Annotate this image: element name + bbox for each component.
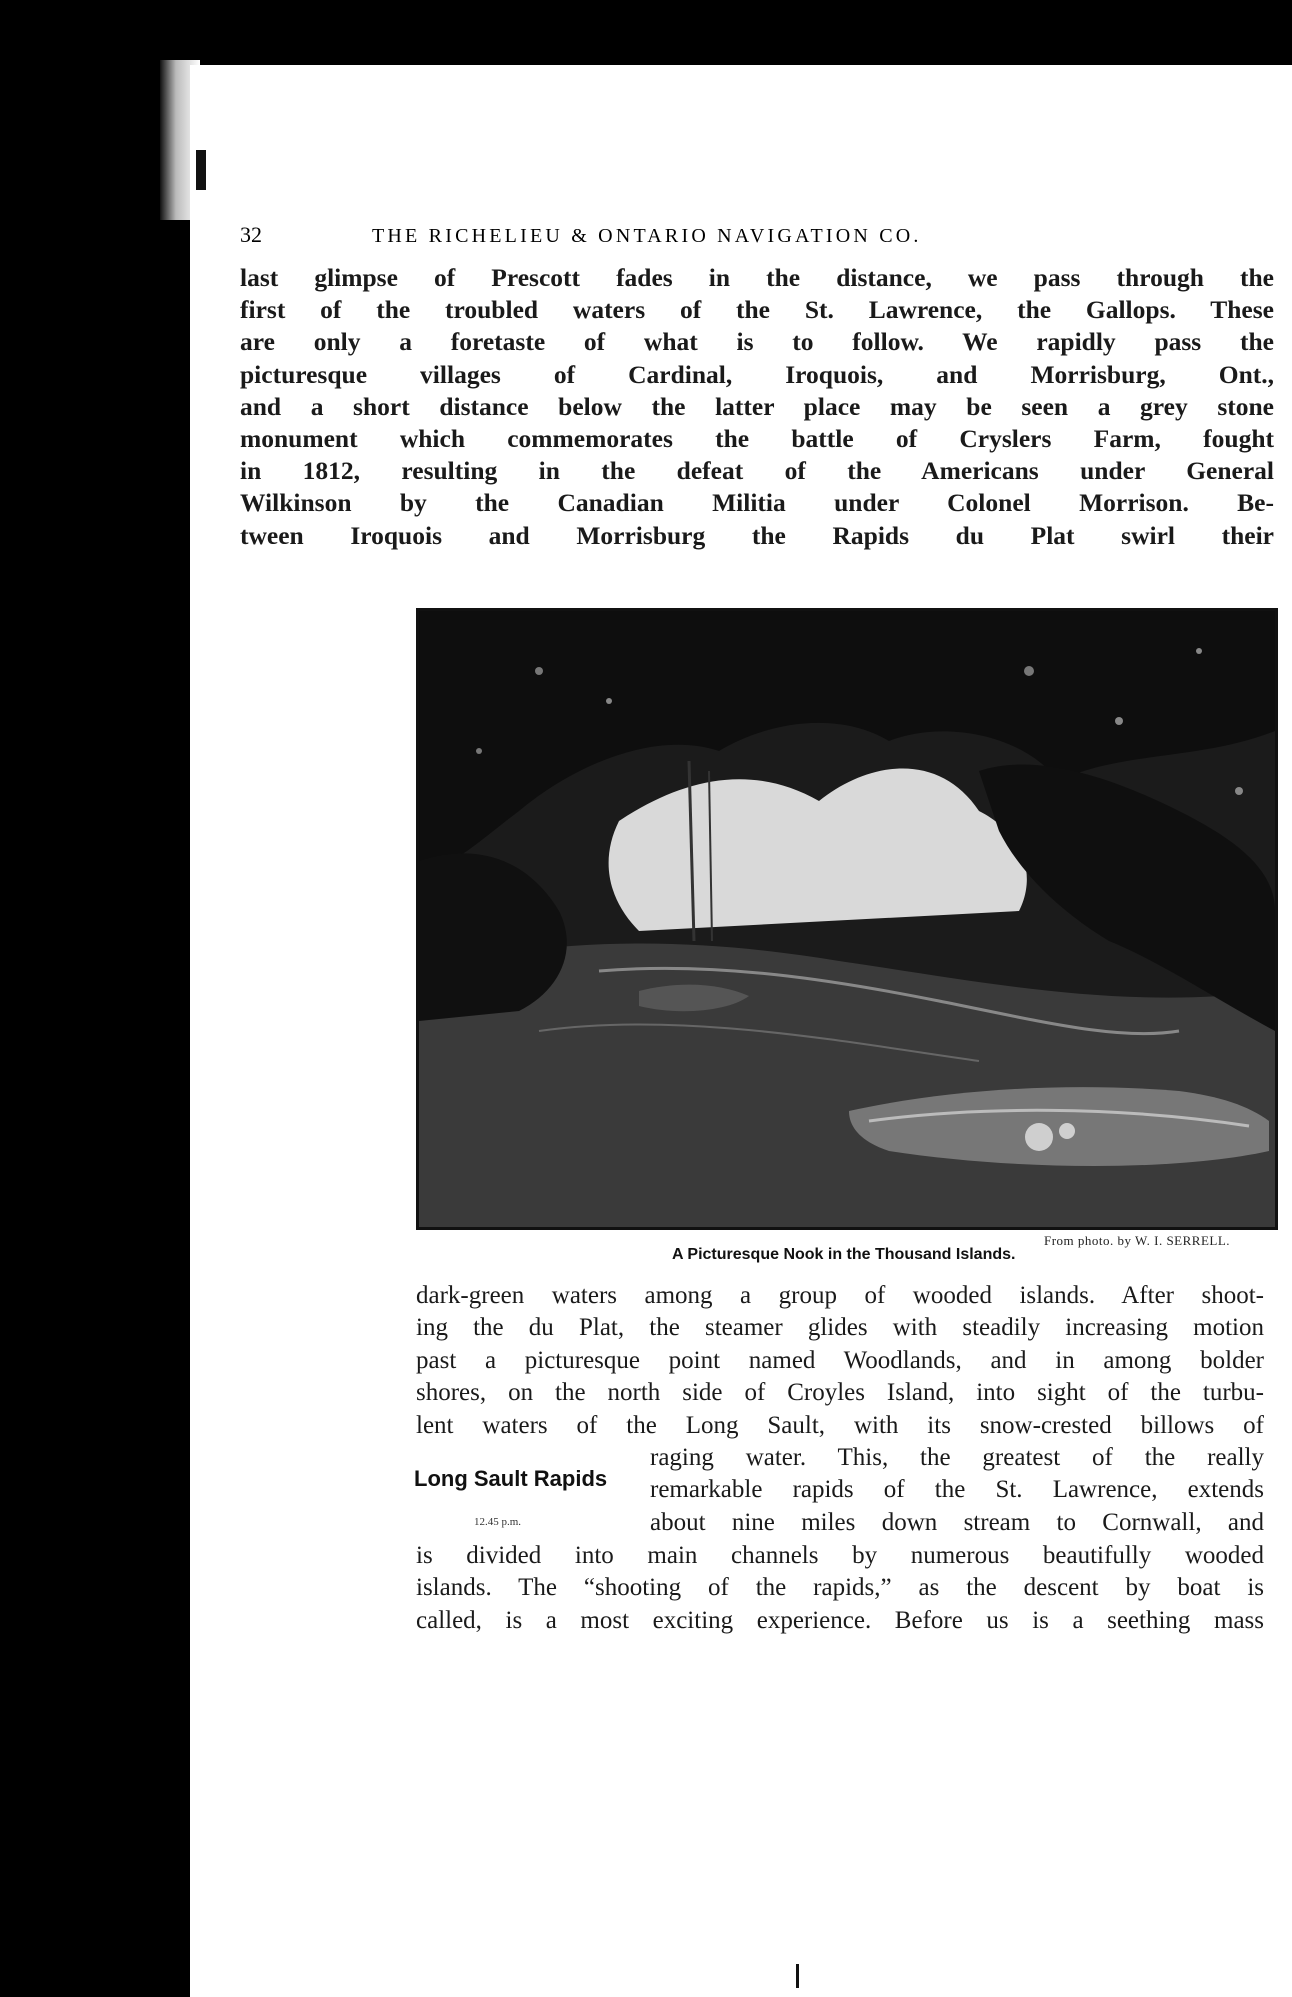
sidenote-heading: Long Sault Rapids xyxy=(414,1466,608,1491)
running-head xyxy=(240,222,1280,248)
text-line: monument which commemorates the battle of Cryslers Farm, fought xyxy=(240,424,1274,454)
paragraph-top xyxy=(240,262,1274,552)
text-line: in 1812, resulting in the defeat of the Americans under General xyxy=(240,456,1274,486)
text-line: is divided into main channels by numerous beautifully wooded xyxy=(416,1542,1264,1569)
text-line: ing the du Plat, the steamer glides with steadily increasing motion xyxy=(416,1314,1264,1342)
text-line: raging water. This, the greatest of the really xyxy=(650,1444,1264,1471)
text-line: picturesque villages of Cardinal, Iroquois, and Morrisburg, Ont., xyxy=(240,359,1274,389)
paragraph-continued xyxy=(416,1540,1264,1637)
text-line: last glimpse of Prescott fades in the distance, we pass through the xyxy=(240,263,1274,292)
paragraph-bottom xyxy=(416,1280,1264,1442)
text-line: past a picturesque point named Woodlands, and in among bolder xyxy=(416,1346,1264,1374)
text-line: islands. The “shooting of the rapids,” as the descent by boat is xyxy=(416,1574,1264,1602)
text-line: lent waters of the Long Sault, with its snow-crested billows of xyxy=(416,1411,1264,1439)
photograph xyxy=(416,608,1278,1230)
photo-caption: A Picturesque Nook in the Thousand Islands. xyxy=(672,1246,1016,1263)
paragraph-inset xyxy=(650,1442,1264,1539)
text-line: Wilkinson by the Canadian Militia under Colonel Morrison. Be- xyxy=(240,488,1274,518)
text-line: about nine miles down stream to Cornwall, and xyxy=(650,1508,1264,1536)
text-line: tween Iroquois and Morrisburg the Rapids du Plat swirl their xyxy=(240,520,1274,550)
text-line: dark-green waters among a group of wooded islands. After shoot- xyxy=(416,1282,1264,1309)
text-line: shores, on the north side of Croyles Island, into sight of the turbu- xyxy=(416,1379,1264,1407)
text-line: called, is a most exciting experience. Before us is a seething mass xyxy=(416,1606,1264,1634)
photo-credit: From photo. by W. I. SERRELL. xyxy=(1044,1233,1231,1248)
page-number: 32 xyxy=(240,222,262,247)
photo-illustration xyxy=(419,611,1275,1227)
running-title: THE RICHELIEU & ONTARIO NAVIGATION CO. xyxy=(372,225,922,247)
sidenote-time: 12.45 p.m. xyxy=(474,1516,522,1528)
scan-fleck xyxy=(796,1964,799,1988)
text-line: remarkable rapids of the St. Lawrence, extends xyxy=(650,1476,1264,1504)
scan-fleck xyxy=(196,150,206,190)
text-line: and a short distance below the latter place may be seen a grey stone xyxy=(240,391,1274,421)
text-line: are only a foretaste of what is to follow. We rapidly pass the xyxy=(240,327,1274,357)
text-line: first of the troubled waters of the St. Lawrence, the Gallops. These xyxy=(240,295,1274,325)
